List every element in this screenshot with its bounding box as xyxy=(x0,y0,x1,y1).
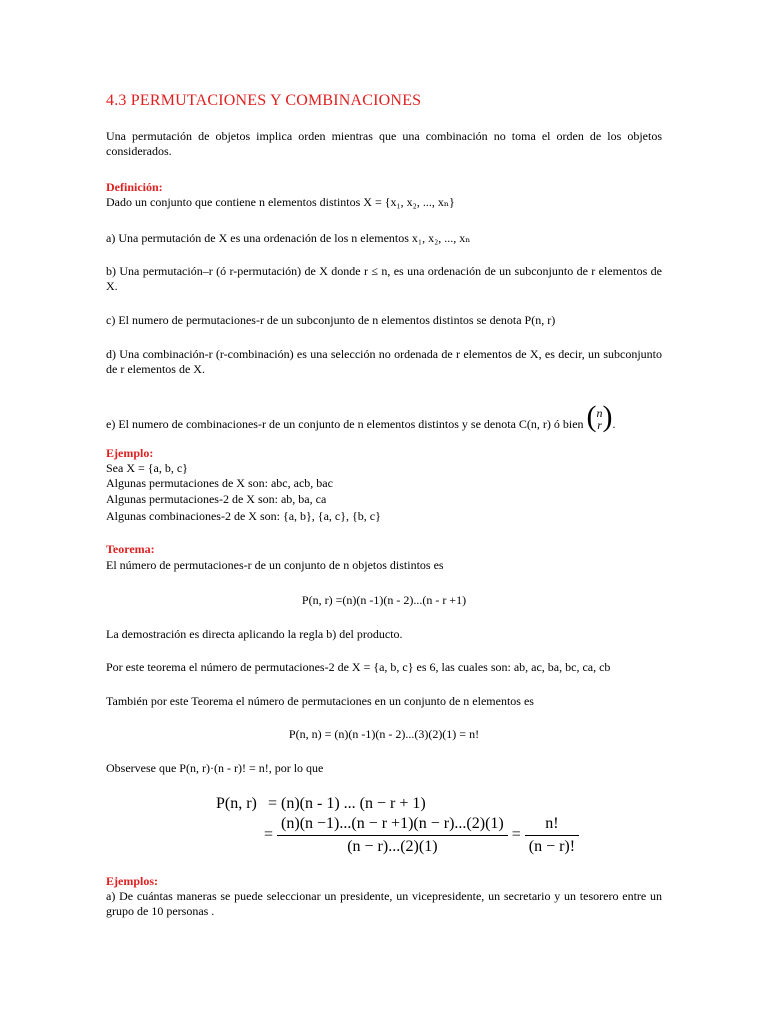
ejemplos-item-a: a) De cuántas maneras se puede seleccionar un presidente, un vicepresidente, un secretario y un tesorero entre un grupo de 10 personas . xyxy=(106,889,662,918)
definicion-line: Dado un conjunto que contiene n elementos distintos X = {x₁, x₂, ..., xₙ} xyxy=(106,195,455,209)
section-title: 4.3 PERMUTACIONES Y COMBINACIONES xyxy=(106,92,422,109)
derivation-fraction-row: = $\frac{(n)(n -1)...(n - r +1)(n - r)...(2)(1)}{(n - r)...(2)(1)}$ = $\frac{n!}{(n - r)!}$ xyxy=(264,814,579,857)
binomial-coefficient: (n r) xyxy=(586,400,613,433)
intro-paragraph: Una permutación de objetos implica orden mientras que una combinación no toma el orden de los objetos considerados. xyxy=(106,129,662,158)
derivation-numerator: (n)(n −1)...(n − r +1)(n − r)...(2)(1) xyxy=(277,814,508,836)
teorema-heading: Teorema: xyxy=(106,542,155,556)
teorema-example: Por este teorema el número de permutaciones-2 de X = {a, b, c} es 6, las cuales son: ab, ac, ba, bc, ca, cb xyxy=(106,660,611,674)
ejemplo-line-4: Algunas combinaciones-2 de X son: {a, b}, {a, c}, {b, c} xyxy=(106,509,381,523)
teorema-formula-2: P(n, n) = (n)(n -1)(n - 2)...(3)(2)(1) = n! xyxy=(288,727,480,741)
derivation-fraction-2 xyxy=(525,814,579,857)
definicion-item-e: e) El numero de combinaciones-r de un conjunto de n elementos distintos y se denota C(n, r) ó bien (n r). xyxy=(106,400,616,433)
derivation-fraction xyxy=(277,814,508,857)
derivation-lhs: P(n, r) xyxy=(216,795,257,812)
teorema-demo: La demostración es directa aplicando la regla b) del producto. xyxy=(106,627,403,641)
ejemplo-line-1: Sea X = {a, b, c} xyxy=(106,461,188,475)
ejemplo-heading: Ejemplo: xyxy=(106,446,154,460)
definicion-item-a: a) Una permutación de X es una ordenación de los n elementos x₁, x₂, ..., xₙ xyxy=(106,231,471,245)
derivation-numerator-2: n! xyxy=(525,814,579,836)
teorema-formula: P(n, r) =(n)(n -1)(n - 2)...(n - r +1) xyxy=(301,593,467,607)
derivation-line-1: = (n)(n - 1) ... (n − r + 1) xyxy=(268,795,426,812)
definicion-item-e-text: e) El numero de combinaciones-r de un conjunto de n elementos distintos y se denota C(n, r) ó bien xyxy=(106,416,584,431)
teorema-observe: Observese que P(n, r)·(n - r)! = n!, por lo que xyxy=(106,761,324,775)
derivation-denominator-2: (n − r)! xyxy=(528,838,576,855)
teorema-statement: El número de permutaciones-r de un conjunto de n objetos distintos es xyxy=(106,558,444,572)
derivation-denominator: (n − r)...(2)(1) xyxy=(347,838,438,855)
definicion-item-c: c) El numero de permutaciones-r de un subconjunto de n elementos distintos se denota P(n, r) xyxy=(106,313,556,327)
definicion-item-d: d) Una combinación-r (r-combinación) es una selección no ordenada de r elementos de X, es decir, un subconjunto de r elementos de X. xyxy=(106,347,662,376)
ejemplo-line-3: Algunas permutaciones-2 de X son: ab, ba, ca xyxy=(106,492,327,506)
ejemplos-heading: Ejemplos: xyxy=(106,874,158,888)
definicion-item-b: b) Una permutación–r (ó r-permutación) de X donde r ≤ n, es una ordenación de un subconjunto de r elementos de X. xyxy=(106,264,662,293)
definicion-heading: Definición: xyxy=(106,180,163,194)
teorema-tambien: También por este Teorema el número de permutaciones en un conjunto de n elementos es xyxy=(106,694,534,708)
ejemplo-line-2: Algunas permutaciones de X son: abc, acb, bac xyxy=(106,476,333,490)
